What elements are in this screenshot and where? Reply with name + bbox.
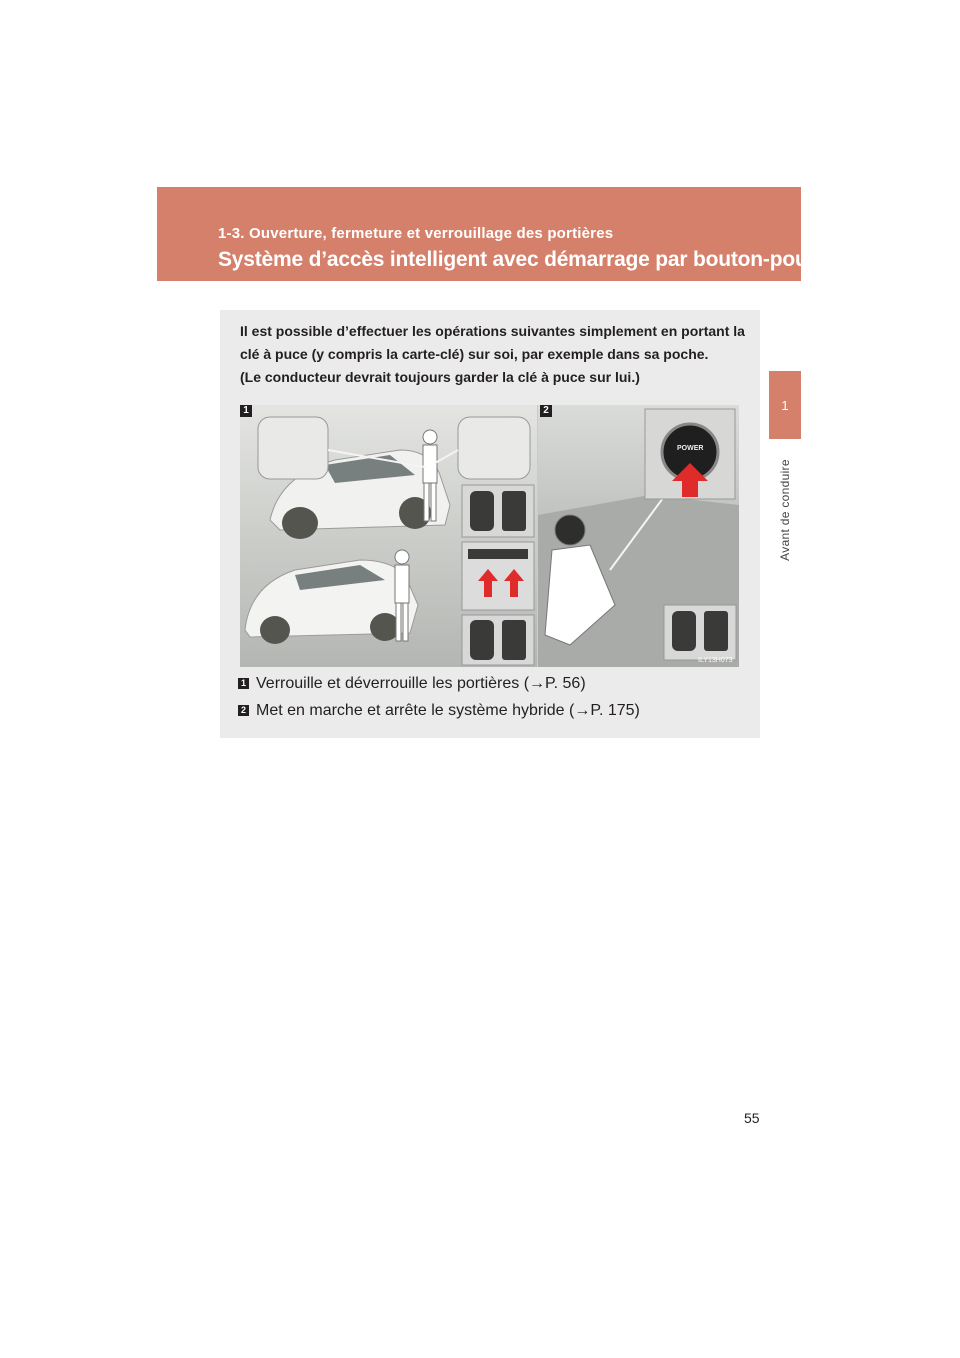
chapter-label: Avant de conduire [778, 459, 792, 561]
item-marker: 1 [238, 678, 249, 689]
wheel-icon [260, 616, 290, 644]
illustration [240, 405, 739, 667]
item-marker: 2 [238, 705, 249, 716]
marker-1: 1 [240, 405, 252, 417]
power-label: POWER [677, 445, 704, 452]
door-handle-inset [258, 417, 328, 479]
intro-text [240, 320, 745, 389]
chapter-number: 1 [781, 397, 789, 413]
header-band [157, 187, 857, 281]
wheel-icon [282, 507, 318, 539]
item-list [238, 670, 748, 724]
illustration-code: ILY13H073 [698, 657, 733, 664]
intro-line: (Le conducteur devrait toujours garder la clé à puce sur lui.) [240, 369, 640, 385]
power-switch-inset [645, 409, 735, 499]
smart-key-inset [462, 485, 534, 537]
page-number: 55 [744, 1110, 760, 1126]
page-title: Système d’accès intelligent avec démarrage par bouton-poussoir [218, 248, 857, 271]
illustration-drawing [240, 405, 739, 667]
item-text: Met en marche et arrête le système hybride (→P. 175) [256, 702, 640, 719]
section-label: 1-3. Ouverture, fermeture et verrouillage des portières [218, 225, 614, 242]
content-panel [220, 310, 760, 738]
chapter-tab [769, 371, 801, 439]
smart-key-inset [664, 605, 736, 660]
door-handle-inset [458, 417, 530, 479]
marker-2: 2 [540, 405, 552, 417]
item-text: Verrouille et déverrouille les portières (→P. 56) [256, 675, 586, 692]
smart-key-inset [462, 615, 534, 665]
intro-line: Il est possible d’effectuer les opérations suivantes simplement en portant la [240, 323, 745, 339]
intro-line: clé à puce (y compris la carte-clé) sur soi, par exemple dans sa poche. [240, 346, 709, 362]
list-item [238, 697, 748, 724]
list-item [238, 670, 748, 697]
trunk-opener-inset [462, 542, 534, 610]
